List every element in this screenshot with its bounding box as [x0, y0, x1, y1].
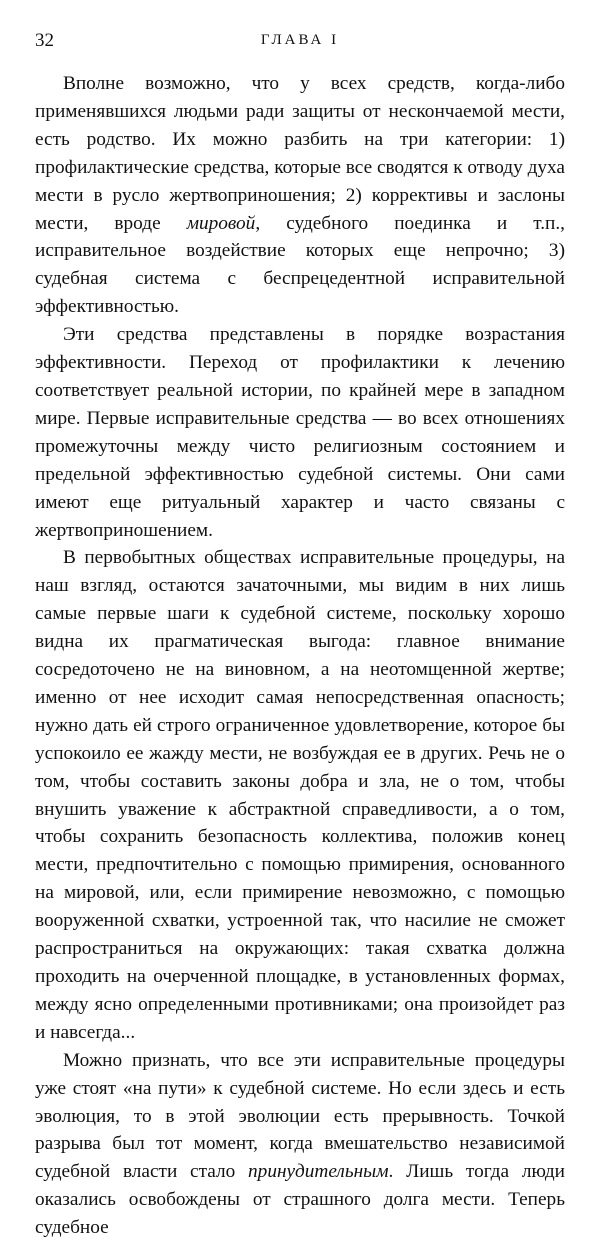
- paragraph: [35, 70, 565, 321]
- paragraph: [35, 1047, 565, 1242]
- text-run: Можно признать, что все эти исправительные процедуры уже стоят «на пути» к судебной системе. Но если здесь и есть эволюция, то в этой эволюции есть прерывность. Точкой разрыва был тот момент, когда вмешательство независимой судебной власти стало: [35, 1049, 565, 1183]
- text-run: Эти средства представлены в порядке возрастания эффективности. Переход от профилактики к лечению соответствует реальной истории, по крайней мере в западном мире. Первые исправительные средства — во всех отношениях промежуточны между чисто религиозным состоянием и предельной эффективностью судебной системы. Они сами имеют еще ритуальный характер и часто связаны с жертвоприношением.: [35, 324, 565, 541]
- text-run: . Лишь тогда люди оказались освобождены от страшного долга мести. Теперь судебное: [35, 1161, 565, 1239]
- italic-text-run: принудительным: [248, 1161, 389, 1183]
- text-run: В первобытных обществах исправительные процедуры, на наш взгляд, остаются зачаточными, мы видим в них лишь самые первые шаги к судебной системе, поскольку хорошо видна их прагматическая выгода: главное внимание сосредоточено не на виновном, а на неотомщенной жертве; именно от нее исходит самая непосредственная опасность; нужно дать ей строго ограниченное удовлетворение, которое бы успокоило ее жажду мести, не возбуждая ее в других. Речь не о том, чтобы составить законы добра и зла, не о том, чтобы внушить уважение к абстрактной справедливости, а о том, чтобы сохранить безопасность коллектива, положив конец мести, предпочтительно с помощью примирения, основанного на мировой, или, если примирение невозможно, с помощью вооруженной схватки, устроенной так, что насилие не сможет распространиться на окружающих: такая схватка должна проходить на очерченной площадке, в установленных формах, между ясно определенными противниками; она произойдет раз и навсегда...: [35, 547, 565, 1043]
- text-run: , судебного поединка и т.п., исправительное воздействие которых еще непрочно; 3) судебная система с беспрецедентной исправительной эффективностью.: [35, 212, 565, 318]
- running-head: [35, 30, 565, 60]
- page-number: 32: [35, 30, 54, 51]
- chapter-title: ГЛАВА I: [260, 32, 340, 48]
- paragraph: [35, 544, 565, 1046]
- italic-text-run: мировой: [186, 212, 256, 234]
- body-text: [35, 70, 565, 1242]
- text-run: Вполне возможно, что у всех средств, когда-либо применявшихся людьми ради защиты от нескончаемой мести, есть родство. Их можно разбить на три категории: 1) профилактические средства, которые все сводятся к отводу духа мести в русло жертвоприношения; 2) коррективы и заслоны мести, вроде: [35, 73, 565, 234]
- paragraph: [35, 321, 565, 544]
- book-page: [35, 30, 565, 1242]
